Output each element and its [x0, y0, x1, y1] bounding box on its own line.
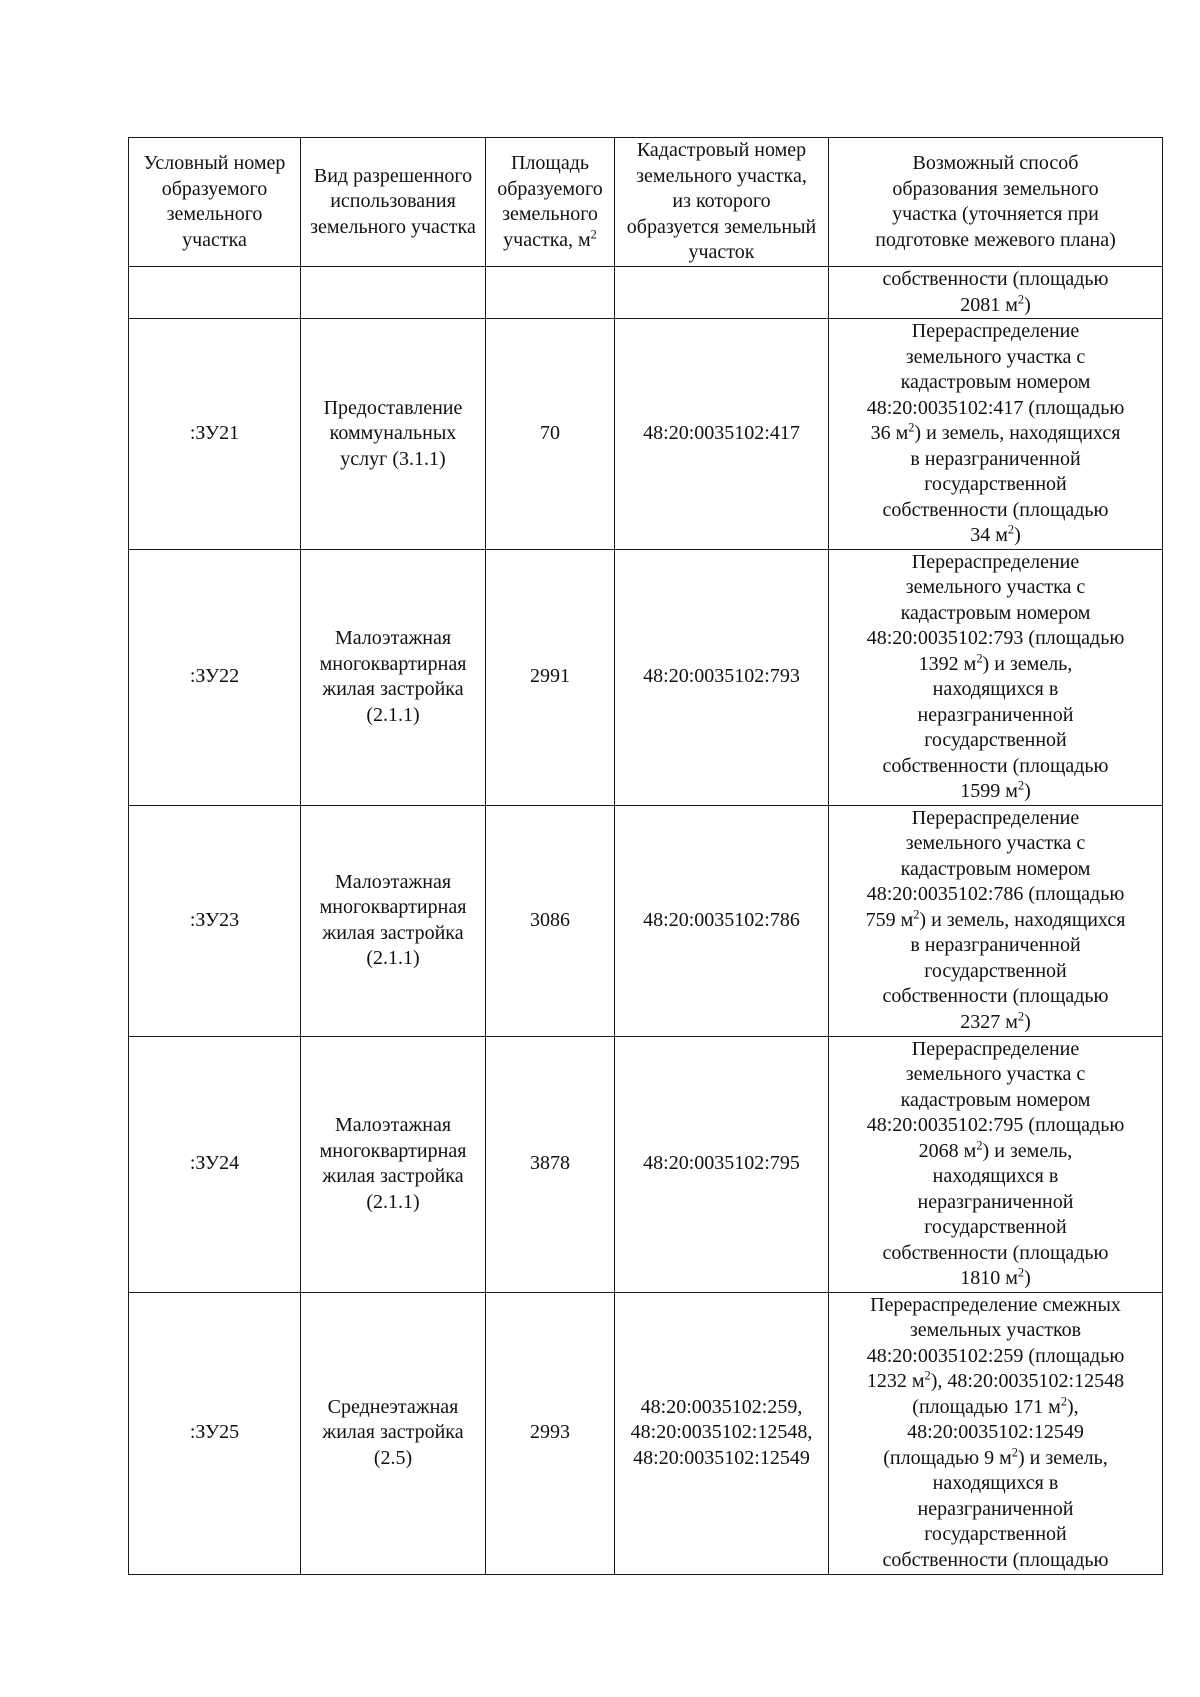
cell-text-line: (площадью 171 $м^2$), — [912, 1393, 1079, 1418]
cell-text-line: Малоэтажная — [334, 870, 452, 893]
cadastral-number-cell — [615, 549, 829, 805]
permitted-use-cell — [301, 1292, 486, 1574]
cell-text-line: Площадь — [511, 152, 589, 174]
cell-text-line: жилая застройка — [322, 1421, 464, 1444]
permitted-use-cell — [301, 267, 486, 319]
cell-text-line: 1232 $м^2$), 48:20:0035102:12548 — [866, 1368, 1125, 1392]
table-row — [129, 805, 1163, 1036]
cell-text-line: кадастровым номером — [900, 857, 1091, 880]
cell-text-line: кадастровым номером — [900, 1088, 1091, 1111]
land-plots-table — [128, 137, 1163, 1575]
cell-text-line: в неразграниченной — [910, 934, 1081, 956]
cell-text-line: 48:20:0035102:417 (площадью — [866, 396, 1125, 419]
cell-text-line: образования земельного — [892, 177, 1099, 200]
header-plot-number — [129, 138, 301, 267]
cell-text-line: участка, $м^2$ — [503, 226, 597, 251]
formation-method-cell — [829, 319, 1163, 550]
cell-text-line: (2.1.1) — [366, 1190, 420, 1213]
cell-text-line: Малоэтажная — [334, 1114, 452, 1136]
plot-number-cell: :ЗУ22 — [129, 549, 301, 805]
cadastral-number-cell — [615, 1036, 829, 1292]
cell-text-line: 1810 $м^2$) — [960, 1265, 1031, 1289]
cell-text-line: 1599 $м^2$) — [960, 778, 1031, 802]
cadastral-number-cell — [615, 267, 829, 319]
cell-text-line: 759 $м^2$) и земель, находящихся — [865, 906, 1126, 931]
cell-text-line: использования — [330, 190, 456, 213]
cell-text-line: земельного участка с — [905, 1063, 1086, 1085]
cell-text-line: 34 $м^2$) — [970, 522, 1021, 546]
cell-text-line: 2068 $м^2$) и земель, — [918, 1137, 1073, 1162]
cell-text-line: 2081 $м^2$) — [960, 291, 1031, 316]
cell-text-line: земельного участка — [310, 215, 476, 238]
cell-text-line: Кадастровый номер — [636, 139, 807, 162]
cell-text-line: находящихся в — [932, 678, 1059, 700]
area-cell: 2991 — [486, 549, 615, 805]
cell-text-line: Возможный способ — [912, 152, 1079, 174]
header-cadastral-number — [615, 138, 829, 267]
cell-text-line: подготовке межевого плана) — [875, 228, 1116, 251]
cell-text-line: кадастровым номером — [900, 601, 1091, 624]
cell-text-line: собственности (площадью — [882, 1241, 1109, 1264]
cell-text-line: коммунальных — [329, 422, 457, 444]
cell-text-line: земельного участка с — [905, 832, 1086, 854]
cell-text-line: земельного — [166, 203, 263, 225]
cadastral-number-cell — [615, 319, 829, 550]
cell-text-line: земельного участка, — [636, 164, 807, 187]
cell-text-line: государственной — [924, 473, 1067, 495]
cell-text-line: 48:20:0035102:795 (площадью — [866, 1114, 1125, 1136]
cell-text-line: государственной — [924, 1216, 1067, 1238]
cell-text-line: 48:20:0035102:12549 — [633, 1446, 810, 1469]
cell-text-line: земельного участка с — [905, 576, 1086, 598]
cadastral-number-cell — [615, 1292, 829, 1574]
cell-text-line: находящихся в — [932, 1165, 1059, 1187]
cadastral-number-cell — [615, 805, 829, 1036]
header-area — [486, 138, 615, 267]
cell-text-line: 48:20:0035102:259 (площадью — [866, 1344, 1125, 1367]
cell-text-line: Малоэтажная — [334, 627, 452, 649]
permitted-use-cell — [301, 1036, 486, 1292]
plot-number-cell: :ЗУ25 — [129, 1292, 301, 1574]
cell-text-line: находящихся в — [932, 1472, 1059, 1494]
cell-text-line: государственной — [924, 1523, 1067, 1545]
cell-text-line: 48:20:0035102:786 — [643, 908, 800, 931]
permitted-use-cell — [301, 319, 486, 550]
cell-text-line: (2.5) — [373, 1446, 413, 1469]
cell-text-line: в неразграниченной — [910, 447, 1081, 470]
cell-text-line: собственности (площадью — [882, 754, 1109, 777]
cell-text-line: многоквартирная — [319, 896, 467, 918]
cell-text-line: (2.1.1) — [366, 947, 420, 969]
cell-text-line: 48:20:0035102:12548, — [630, 1421, 813, 1444]
area-cell — [486, 267, 615, 319]
cell-text-line: 48:20:0035102:795 — [643, 1152, 800, 1175]
cell-text-line: собственности (площадью — [882, 268, 1109, 290]
plot-number-cell — [129, 267, 301, 319]
formation-method-cell — [829, 267, 1163, 319]
permitted-use-cell — [301, 805, 486, 1036]
cell-text-line: участка — [182, 228, 247, 251]
cell-text-line: земельных участков — [909, 1319, 1082, 1341]
cell-text-line: образуемого — [497, 177, 603, 200]
cell-text-line: 2327 $м^2$) — [960, 1008, 1031, 1033]
cell-text-line: собственности (площадью — [882, 985, 1109, 1007]
formation-method-cell — [829, 549, 1163, 805]
table-row — [129, 1292, 1163, 1574]
cell-text-line: жилая застройка — [322, 678, 464, 700]
cell-text-line: (площадью 9 $м^2$) и земель, — [883, 1444, 1108, 1469]
cell-text-line: 48:20:0035102:259, — [640, 1395, 803, 1418]
cell-text-line: собственности (площадью — [882, 1548, 1109, 1571]
area-cell: 3086 — [486, 805, 615, 1036]
permitted-use-cell — [301, 549, 486, 805]
plot-number-cell: :ЗУ23 — [129, 805, 301, 1036]
cell-text-line: 48:20:0035102:793 — [643, 665, 800, 688]
area-cell: 3878 — [486, 1036, 615, 1292]
cell-text-line: земельного — [502, 203, 598, 225]
cell-text-line: неразграниченной — [917, 703, 1074, 726]
formation-method-cell — [829, 805, 1163, 1036]
cell-text-line: Вид разрешенного — [313, 164, 473, 187]
cell-text-line: 48:20:0035102:417 — [643, 422, 800, 444]
cell-text-line: образуется земельный — [626, 215, 817, 238]
cell-text-line: многоквартирная — [319, 1139, 467, 1162]
table-row — [129, 267, 1163, 319]
cell-text-line: государственной — [924, 729, 1067, 751]
plot-number-cell: :ЗУ24 — [129, 1036, 301, 1292]
cell-text-line: 48:20:0035102:793 (площадью — [866, 627, 1125, 649]
cell-text-line: 48:20:0035102:12549 — [907, 1421, 1084, 1443]
cell-text-line: Перераспределение — [911, 550, 1080, 573]
cell-text-line: услуг (3.1.1) — [340, 447, 446, 470]
plot-number-cell: :ЗУ21 — [129, 319, 301, 550]
cell-text-line: участок — [688, 241, 755, 264]
cell-text-line: неразграниченной — [917, 1497, 1074, 1520]
formation-method-cell — [829, 1292, 1163, 1574]
cell-text-line: Перераспределение — [911, 806, 1080, 829]
cell-text-line: Перераспределение — [911, 1037, 1080, 1060]
cell-text-line: Предоставление — [323, 396, 463, 419]
table-row — [129, 319, 1163, 550]
cell-text-line: государственной — [924, 959, 1067, 982]
table-row — [129, 1036, 1163, 1292]
cell-text-line: Перераспределение — [911, 320, 1080, 342]
cell-text-line: многоквартирная — [319, 652, 467, 675]
table-header-row — [129, 138, 1163, 267]
cell-text-line: собственности (площадью — [882, 498, 1109, 521]
cell-text-line: участка (уточняется при — [892, 203, 1099, 225]
cell-text-line: 1392 $м^2$) и земель, — [918, 650, 1073, 675]
header-permitted-use — [301, 138, 486, 267]
cell-text-line: кадастровым номером — [900, 371, 1091, 393]
cell-text-line: Среднеэтажная — [327, 1395, 459, 1418]
cell-text-line: земельного участка с — [905, 345, 1086, 368]
cell-text-line: жилая застройка — [322, 921, 464, 944]
cell-text-line: (2.1.1) — [366, 703, 420, 726]
cell-text-line: 36 $м^2$) и земель, находящихся — [870, 420, 1121, 444]
table-row — [129, 549, 1163, 805]
formation-method-cell — [829, 1036, 1163, 1292]
cell-text-line: Условный номер — [143, 152, 286, 174]
area-cell: 2993 — [486, 1292, 615, 1574]
cell-text-line: жилая застройка — [322, 1165, 464, 1187]
cell-text-line: Перераспределение смежных — [870, 1293, 1121, 1316]
area-cell: 70 — [486, 319, 615, 550]
header-formation-method — [829, 138, 1163, 267]
cell-text-line: 48:20:0035102:786 (площадью — [866, 883, 1125, 905]
cell-text-line: из которого — [672, 190, 771, 213]
cell-text-line: неразграниченной — [917, 1190, 1074, 1213]
cell-text-line: образуемого — [161, 177, 268, 200]
